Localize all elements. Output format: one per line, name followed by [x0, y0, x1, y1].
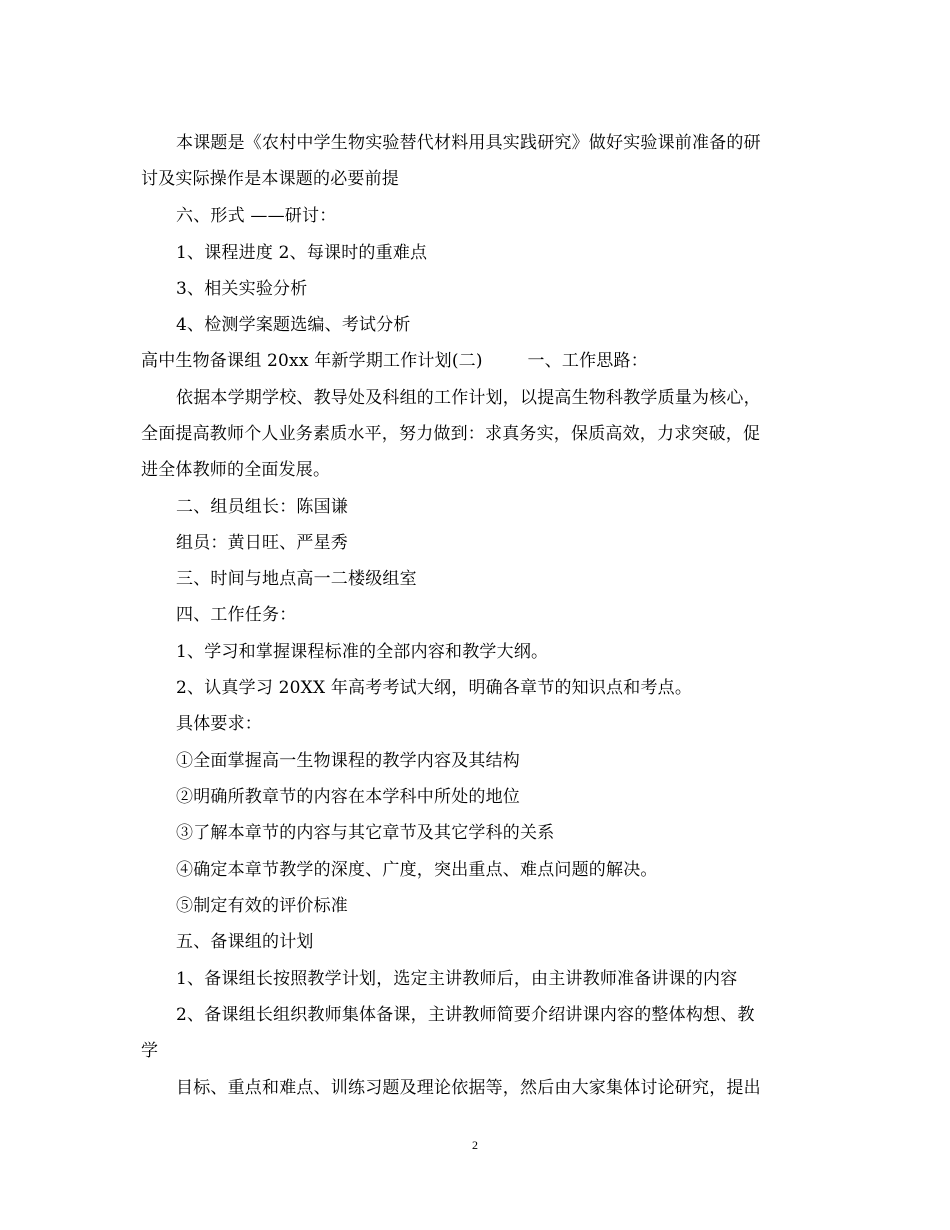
text-line: 2、认真学习 20XX 年高考考试大纲，明确各章节的知识点和考点。: [176, 678, 693, 698]
text-line: 全面提高教师个人业务素质水平，努力做到：求真务实，保质高效，力求突破，促: [141, 424, 761, 444]
text-line: 1、学习和掌握课程标准的全部内容和教学大纲。: [176, 642, 549, 662]
text-line: 目标、重点和难点、训练习题及理论依据等，然后由大家集体讨论研究，提出: [176, 1078, 761, 1098]
text-line: ⑤制定有效的评价标准: [176, 896, 348, 916]
text-line: ①全面掌握高一生物课程的教学内容及其结构: [176, 751, 520, 771]
text-line: 2、备课组长组织教师集体备课，主讲教师简要介绍讲课内容的整体构想、教: [176, 1005, 755, 1025]
text-line: 进全体教师的全面发展。: [141, 460, 331, 480]
text-line: 学: [141, 1041, 159, 1061]
text-line: 1、备课组长按照教学计划，选定主讲教师后，由主讲教师准备讲课的内容: [176, 969, 738, 989]
text-line: 依据本学期学校、教导处及科组的工作计划，以提高生物科教学质量为核心，: [176, 388, 761, 408]
text-line: 本课题是《农村中学生物实验替代材料用具实践研究》做好实验课前准备的研: [176, 133, 761, 153]
text-line: ④确定本章节教学的深度、广度，突出重点、难点问题的解决。: [176, 860, 658, 880]
text-line: 六、形式 ——研讨：: [176, 206, 337, 226]
text-line: ②明确所教章节的内容在本学科中所处的地位: [176, 787, 520, 807]
text-line: 讨及实际操作是本课题的必要前提: [141, 169, 399, 189]
text-line: 五、备课组的计划: [176, 932, 314, 952]
text-line: 1、课程进度 2、每课时的重难点: [176, 243, 428, 263]
text-line: 三、时间与地点高一二楼级组室: [176, 569, 417, 589]
text-line: 组员：黄日旺、严星秀: [176, 533, 348, 553]
text-line: 具体要求：: [176, 714, 262, 734]
page-number: 2: [472, 1138, 478, 1152]
text-line: ③了解本章节的内容与其它章节及其它学科的关系: [176, 823, 555, 843]
section-heading: 高中生物备课组 20xx 年新学期工作计划(二) 一、工作思路：: [141, 351, 648, 371]
text-line: 四、工作任务：: [176, 605, 297, 625]
text-line: 3、相关实验分析: [176, 279, 308, 299]
text-line: 二、组员组长：陈国谦: [176, 497, 348, 517]
text-line: 4、检测学案题选编、考试分析: [176, 315, 411, 335]
